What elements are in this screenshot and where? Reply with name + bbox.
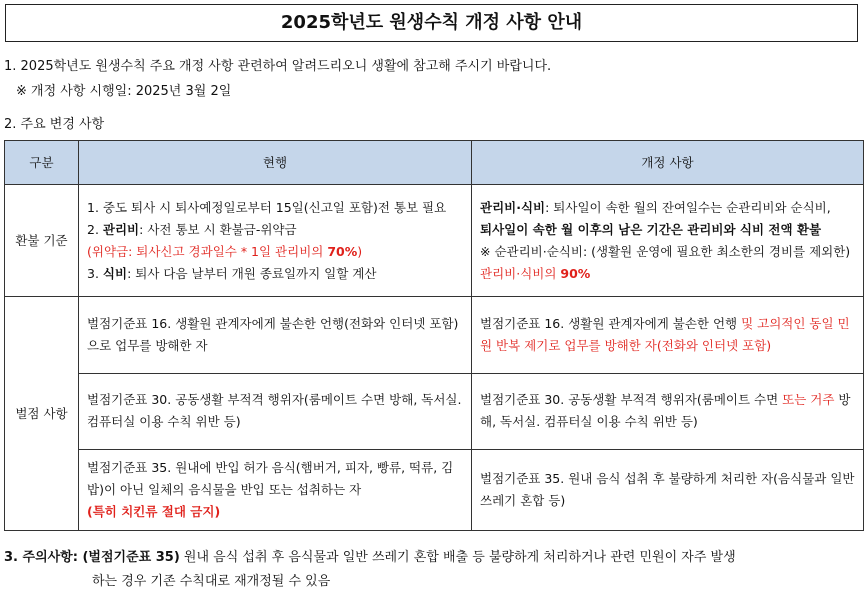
caution-note (4, 546, 864, 594)
penalty-note-rate: 70% (327, 243, 358, 259)
item-label: 관리비 (102, 221, 140, 237)
revised-note-red: 관리비·식비의 (480, 265, 561, 281)
penalty-30-revised-rest: 방해, 독서실. 컴퓨터실 이용 수칙 위반 등) (480, 392, 851, 430)
header-current: 현행 (79, 141, 472, 185)
item-number: 3. (87, 265, 103, 281)
penalty-35-current (79, 449, 472, 530)
item-text: : 퇴사 다음 날부터 개원 종료일까지 일할 계산 (127, 265, 377, 281)
category-refund: 환불 기준 (5, 184, 79, 297)
table-header-row (5, 141, 864, 185)
penalty-16-revised-text: 벌점기준표 16. 생활원 관계자에게 불손한 언행 (480, 315, 738, 331)
penalty-note-close: ) (357, 243, 363, 259)
intro-line: 1. 2025학년도 원생수칙 주요 개정 사항 관련하여 알려드리오니 생활에 참고해 주시기 바랍니다. (4, 59, 552, 74)
penalty-16-revised-added: 및 고의적인 동일 민원 반복 제기로 업무를 방해한 자(전화와 인터넷 포함) (480, 315, 850, 353)
header-category: 구분 (5, 141, 79, 185)
penalty-30-current: 벌점기준표 30. 공동생활 부적격 행위자(룸메이트 수면 방해, 독서실. 컴퓨터실 이용 수칙 위반 등) (79, 373, 472, 449)
item-text: : 사전 통보 시 환불금-위약금 (139, 221, 297, 237)
penalty-35-revised: 벌점기준표 35. 원내 음식 섭취 후 불량하게 처리한 자(음식물과 일반 쓰레기 혼합 등) (472, 449, 864, 530)
refund-revised-cell (472, 184, 864, 297)
penalty-note-text: (위약금: 퇴사신고 경과일수 * 1일 관리비의 (87, 243, 328, 259)
refund-current-cell (79, 184, 472, 297)
revised-note-rate: 90% (560, 265, 591, 281)
refund-current-item-3 (87, 263, 463, 285)
header-revised: 개정 사항 (472, 141, 864, 185)
refund-revised-note (480, 241, 855, 285)
category-penalty: 벌점 사항 (5, 297, 79, 531)
caution-text: 원내 음식 섭취 후 음식물과 일반 쓰레기 혼합 배출 등 불량하게 처리하거나 관련 민원이 자주 발생 (179, 550, 736, 565)
item-number: 2. (87, 221, 103, 237)
table-row-refund (5, 184, 864, 297)
refund-penalty-note (87, 241, 463, 263)
section-heading-changes: 2. 주요 변경 사항 (4, 117, 105, 132)
penalty-35-current-text: 벌점기준표 35. 원내에 반입 허가 음식(햄버거, 피자, 빵류, 떡류, 김밥)이 아닌 일체의 음식물을 반입 또는 섭취하는 자 (87, 459, 454, 497)
revised-note-text: ※ 순관리비·순식비: (생활원 운영에 필요한 최소한의 경비를 제외한) (480, 243, 851, 259)
table-row-penalty-30 (5, 373, 864, 449)
changes-table (4, 140, 864, 531)
penalty-30-revised-text: 벌점기준표 30. 공동생활 부적격 행위자(룸메이트 수면 (480, 392, 779, 408)
caution-label: 3. 주의사항: (벌점기준표 35) (4, 550, 180, 565)
item-label: 식비 (102, 265, 128, 281)
table-row-penalty-16 (5, 297, 864, 373)
penalty-30-revised (472, 373, 864, 449)
penalty-30-revised-added: 또는 거주 (778, 392, 835, 408)
revised-label: 관리비·식비 (480, 199, 546, 215)
table-row-penalty-35 (5, 449, 864, 530)
refund-revised-line-1 (480, 197, 855, 219)
penalty-16-current: 벌점기준표 16. 생활원 관계자에게 불손한 언행(전화와 인터넷 포함)으로 업무를 방해한 자 (79, 297, 472, 373)
refund-current-item-1: 1. 중도 퇴사 시 퇴사예정일로부터 15일(신고일 포함)전 통보 필요 (87, 199, 447, 215)
penalty-16-revised (472, 297, 864, 373)
refund-revised-line-2: 퇴사일이 속한 월 이후의 남은 기간은 관리비와 식비 전액 환불 (480, 221, 822, 237)
effective-date-note: ※ 개정 사항 시행일: 2025년 3월 2일 (16, 84, 232, 99)
revised-text: : 퇴사일이 속한 월의 잔여일수는 순관리비와 순식비, (545, 199, 831, 215)
document-title: 2025학년도 원생수칙 개정 사항 안내 (5, 4, 858, 42)
caution-text-continued: 하는 경우 기존 수칙대로 재개정될 수 있음 (92, 574, 331, 589)
refund-current-item-2 (87, 219, 463, 241)
penalty-35-chicken-ban: (특히 치킨류 절대 금지) (87, 503, 221, 519)
